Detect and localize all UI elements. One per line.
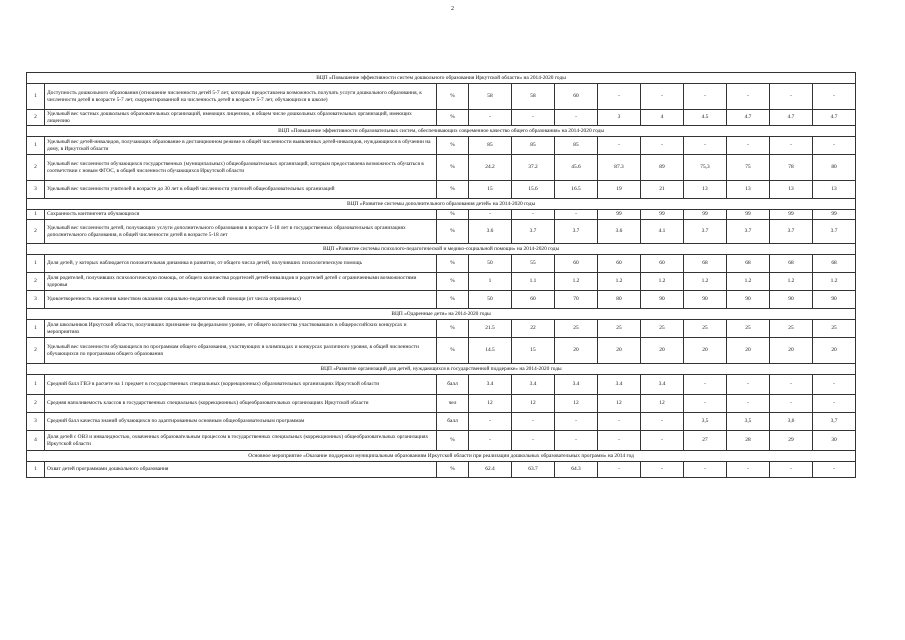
row-number: 1 bbox=[27, 210, 45, 220]
value-cell: - bbox=[555, 110, 598, 126]
value-cell: 60 bbox=[512, 291, 555, 309]
indicator-name: Доля школьников Иркутской области, получивших признание на федеральном уровне, от общего количества участвовавших в общероссийских конкурсах и мероприятиях bbox=[45, 320, 437, 338]
section-header-row bbox=[27, 309, 856, 320]
row-number: 4 bbox=[27, 431, 45, 451]
unit-cell: % bbox=[437, 84, 469, 110]
value-cell: - bbox=[641, 462, 684, 478]
value-cell: 25 bbox=[770, 320, 813, 338]
indicator-name: Удельный вес численности обучающихся государственных (муниципальных) общеобразовательных организаций, которым предоставлена возможность обучаться в соответствии с новым ФГОС, в общей численности обучающихся Иркутской области bbox=[45, 155, 437, 181]
value-cell: 45.6 bbox=[555, 155, 598, 181]
table-row bbox=[27, 375, 856, 395]
value-cell: 3,5 bbox=[727, 413, 770, 431]
value-cell: 99 bbox=[641, 210, 684, 220]
row-number: 2 bbox=[27, 395, 45, 413]
value-cell: 3.7 bbox=[684, 220, 727, 244]
value-cell: 90 bbox=[813, 291, 856, 309]
value-cell: - bbox=[727, 462, 770, 478]
value-cell: 12 bbox=[555, 395, 598, 413]
section-header-row bbox=[27, 364, 856, 375]
value-cell: 55 bbox=[512, 255, 555, 273]
value-cell: 25 bbox=[598, 320, 641, 338]
row-number: 1 bbox=[27, 84, 45, 110]
value-cell: 3 bbox=[598, 110, 641, 126]
value-cell: 1.2 bbox=[598, 273, 641, 291]
value-cell: 4.7 bbox=[813, 110, 856, 126]
value-cell: - bbox=[641, 84, 684, 110]
table-row bbox=[27, 220, 856, 244]
unit-cell: чел bbox=[437, 395, 469, 413]
table-row bbox=[27, 155, 856, 181]
indicator-name: Средний балл ГВЭ в расчете на 1 предмет в государственных специальных (коррекционных) образовательных организациях Иркутской области bbox=[45, 375, 437, 395]
section-header-row bbox=[27, 126, 856, 137]
unit-cell: % bbox=[437, 338, 469, 364]
value-cell: - bbox=[813, 462, 856, 478]
row-number: 3 bbox=[27, 291, 45, 309]
value-cell: 4.5 bbox=[684, 110, 727, 126]
indicator-name: Удельный вес частных дошкольных образовательных организаций, имеющих лицензию, в общем числе дошкольных образовательных организаций, имеющих лицензию bbox=[45, 110, 437, 126]
value-cell: 13 bbox=[684, 181, 727, 199]
value-cell: 13 bbox=[770, 181, 813, 199]
value-cell: 58 bbox=[512, 84, 555, 110]
value-cell: - bbox=[684, 395, 727, 413]
value-cell: 68 bbox=[813, 255, 856, 273]
unit-cell: % bbox=[437, 137, 469, 155]
value-cell: - bbox=[770, 462, 813, 478]
section-header-row bbox=[27, 73, 856, 84]
table-row bbox=[27, 255, 856, 273]
value-cell: 99 bbox=[684, 210, 727, 220]
value-cell: - bbox=[684, 462, 727, 478]
table-row bbox=[27, 462, 856, 478]
value-cell: 25 bbox=[684, 320, 727, 338]
value-cell: - bbox=[555, 431, 598, 451]
value-cell: 21 bbox=[641, 181, 684, 199]
unit-cell: % bbox=[437, 181, 469, 199]
indicator-name: Удельный вес детей-инвалидов, получающих образование в дистанционном режиме в общей численности выявленных детей-инвалидов, нуждающихся в обучении на дому, в Иркутской области bbox=[45, 137, 437, 155]
value-cell: 85 bbox=[469, 137, 512, 155]
value-cell: 3.7 bbox=[813, 220, 856, 244]
value-cell: 75 bbox=[727, 155, 770, 181]
value-cell: 99 bbox=[813, 210, 856, 220]
value-cell: - bbox=[770, 395, 813, 413]
value-cell: - bbox=[641, 431, 684, 451]
row-number: 1 bbox=[27, 320, 45, 338]
value-cell: 4 bbox=[641, 110, 684, 126]
value-cell: - bbox=[727, 137, 770, 155]
value-cell: 25 bbox=[641, 320, 684, 338]
row-number: 2 bbox=[27, 273, 45, 291]
value-cell: 12 bbox=[641, 395, 684, 413]
unit-cell: % bbox=[437, 210, 469, 220]
value-cell: 3,5 bbox=[684, 413, 727, 431]
indicator-name: Удельный вес численности детей, получающих услуги дополнительного образования в возрасте 5-18 лет в государственных образовательных организациях дополнительного образования, в общей численности детей в возрасте 5-18 лет bbox=[45, 220, 437, 244]
value-cell: 4.1 bbox=[641, 220, 684, 244]
value-cell: - bbox=[469, 431, 512, 451]
table-row bbox=[27, 413, 856, 431]
indicator-name: Сохранность контингента обучающихся bbox=[45, 210, 437, 220]
value-cell: 20 bbox=[641, 338, 684, 364]
value-cell: - bbox=[684, 375, 727, 395]
value-cell: 87.3 bbox=[598, 155, 641, 181]
value-cell: 3.6 bbox=[469, 220, 512, 244]
value-cell: 19 bbox=[598, 181, 641, 199]
value-cell: 15 bbox=[512, 338, 555, 364]
indicator-name: Доля детей, у которых наблюдается положительная динамика в развитии, от общего числа детей, получивших психологическую помощь bbox=[45, 255, 437, 273]
value-cell: 90 bbox=[770, 291, 813, 309]
indicator-name: Удовлетворенность населения качеством оказания социально-педагогической помощи (от числа опрошенных) bbox=[45, 291, 437, 309]
unit-cell: % bbox=[437, 462, 469, 478]
value-cell: - bbox=[641, 413, 684, 431]
value-cell: 20 bbox=[770, 338, 813, 364]
unit-cell: балл bbox=[437, 375, 469, 395]
value-cell: - bbox=[512, 210, 555, 220]
value-cell: 37.2 bbox=[512, 155, 555, 181]
table-row bbox=[27, 210, 856, 220]
value-cell: 62.4 bbox=[469, 462, 512, 478]
value-cell: 1.1 bbox=[512, 273, 555, 291]
value-cell: - bbox=[813, 84, 856, 110]
indicator-name: Охват детей программами дошкольного образования bbox=[45, 462, 437, 478]
value-cell: 3,6 bbox=[770, 413, 813, 431]
row-number: 2 bbox=[27, 110, 45, 126]
value-cell: 4.7 bbox=[770, 110, 813, 126]
value-cell: - bbox=[770, 375, 813, 395]
section-title: ВЦП «Повышение эффективности образовательных систем, обеспечивающих современное качество общего образования» на 2014-2020 годы bbox=[27, 126, 856, 137]
table-row bbox=[27, 137, 856, 155]
value-cell: 13 bbox=[813, 181, 856, 199]
value-cell: 25 bbox=[727, 320, 770, 338]
row-number: 3 bbox=[27, 413, 45, 431]
value-cell: 3.6 bbox=[598, 220, 641, 244]
value-cell: 25 bbox=[813, 320, 856, 338]
row-number: 1 bbox=[27, 462, 45, 478]
section-title: ВЦП «Развитие организаций для детей, нуждающихся в государственной поддержке» на 2014-2020 годы bbox=[27, 364, 856, 375]
value-cell: 80 bbox=[598, 291, 641, 309]
value-cell: 64.3 bbox=[555, 462, 598, 478]
value-cell: 70 bbox=[555, 291, 598, 309]
section-title: Основное мероприятие «Оказание поддержки муниципальным образованиям Иркутской области при реализации дошкольных образовательных программ» на 2014 год bbox=[27, 451, 856, 462]
value-cell: 90 bbox=[641, 291, 684, 309]
value-cell: 50 bbox=[469, 291, 512, 309]
value-cell: - bbox=[598, 431, 641, 451]
value-cell: 60 bbox=[555, 84, 598, 110]
value-cell: 60 bbox=[598, 255, 641, 273]
table-row bbox=[27, 338, 856, 364]
value-cell: 3.4 bbox=[512, 375, 555, 395]
value-cell: 68 bbox=[684, 255, 727, 273]
value-cell: 12 bbox=[512, 395, 555, 413]
section-header-row bbox=[27, 244, 856, 255]
value-cell: - bbox=[770, 84, 813, 110]
value-cell: 30 bbox=[813, 431, 856, 451]
section-header-row bbox=[27, 199, 856, 210]
row-number: 1 bbox=[27, 255, 45, 273]
row-number: 2 bbox=[27, 338, 45, 364]
value-cell: 3.7 bbox=[512, 220, 555, 244]
value-cell: 27 bbox=[684, 431, 727, 451]
value-cell: - bbox=[469, 110, 512, 126]
row-number: 2 bbox=[27, 155, 45, 181]
value-cell: 68 bbox=[770, 255, 813, 273]
value-cell: - bbox=[598, 413, 641, 431]
unit-cell: % bbox=[437, 255, 469, 273]
value-cell: 20 bbox=[598, 338, 641, 364]
value-cell: - bbox=[555, 413, 598, 431]
value-cell: - bbox=[727, 375, 770, 395]
unit-cell: балл bbox=[437, 413, 469, 431]
value-cell: 3.4 bbox=[641, 375, 684, 395]
value-cell: - bbox=[770, 137, 813, 155]
value-cell: 60 bbox=[555, 255, 598, 273]
value-cell: 1 bbox=[469, 273, 512, 291]
value-cell: 75,3 bbox=[684, 155, 727, 181]
indicator-name: Доля детей с ОВЗ и инвалидностью, охваченных образовательным процессом в государственных специальных (коррекционных) общеобразовательных организациях Иркутской области bbox=[45, 431, 437, 451]
unit-cell: % bbox=[437, 291, 469, 309]
indicator-name: Средний балл качества знаний обучающихся по адаптированным основным общеобразовательным программам bbox=[45, 413, 437, 431]
table-row bbox=[27, 110, 856, 126]
value-cell: - bbox=[469, 413, 512, 431]
value-cell: 12 bbox=[598, 395, 641, 413]
value-cell: - bbox=[684, 84, 727, 110]
value-cell: 1.2 bbox=[727, 273, 770, 291]
indicator-name: Средняя наполняемость классов в государственных специальных (коррекционных) общеобразовательных организациях Иркутской области bbox=[45, 395, 437, 413]
value-cell: 28 bbox=[727, 431, 770, 451]
unit-cell: % bbox=[437, 110, 469, 126]
unit-cell: % bbox=[437, 220, 469, 244]
value-cell: 22 bbox=[512, 320, 555, 338]
section-title: ВЦП «Развитие системы дополнительного образования детей» на 2014-2020 годы bbox=[27, 199, 856, 210]
value-cell: 68 bbox=[727, 255, 770, 273]
value-cell: 14.5 bbox=[469, 338, 512, 364]
value-cell: 89 bbox=[641, 155, 684, 181]
row-number: 1 bbox=[27, 375, 45, 395]
value-cell: 21.5 bbox=[469, 320, 512, 338]
value-cell: 85 bbox=[555, 137, 598, 155]
value-cell: 13 bbox=[727, 181, 770, 199]
value-cell: 20 bbox=[555, 338, 598, 364]
value-cell: 3.4 bbox=[469, 375, 512, 395]
value-cell: - bbox=[813, 395, 856, 413]
value-cell: 20 bbox=[684, 338, 727, 364]
value-cell: - bbox=[684, 137, 727, 155]
value-cell: 16.5 bbox=[555, 181, 598, 199]
value-cell: - bbox=[598, 137, 641, 155]
value-cell: 1.2 bbox=[641, 273, 684, 291]
value-cell: 12 bbox=[469, 395, 512, 413]
value-cell: 99 bbox=[598, 210, 641, 220]
section-title: ВЦП «Повышение эффективности систем дошкольного образования Иркутской области» на 2014-2020 годы bbox=[27, 73, 856, 84]
table-row bbox=[27, 273, 856, 291]
value-cell: 80 bbox=[813, 155, 856, 181]
table-row bbox=[27, 291, 856, 309]
value-cell: 90 bbox=[727, 291, 770, 309]
value-cell: 1.2 bbox=[684, 273, 727, 291]
value-cell: - bbox=[813, 137, 856, 155]
table-row bbox=[27, 431, 856, 451]
value-cell: - bbox=[512, 110, 555, 126]
indicator-name: Удельный вес численности обучающихся по программам общего образования, участвующих в олимпиадах и конкурсах различного уровня, в общей численности обучающихся по программам общего образования bbox=[45, 338, 437, 364]
value-cell: - bbox=[598, 84, 641, 110]
unit-cell: % bbox=[437, 273, 469, 291]
table-row bbox=[27, 395, 856, 413]
value-cell: 3.7 bbox=[555, 220, 598, 244]
value-cell: 3,7 bbox=[813, 413, 856, 431]
value-cell: - bbox=[727, 84, 770, 110]
value-cell: 58 bbox=[469, 84, 512, 110]
page-number: 2 bbox=[451, 6, 454, 12]
value-cell: - bbox=[555, 210, 598, 220]
value-cell: 63.7 bbox=[512, 462, 555, 478]
value-cell: 1.2 bbox=[770, 273, 813, 291]
section-title: ВЦП «Развитие системы психолого-педагогической и медико-социальной помощи» на 2014-2020 годы bbox=[27, 244, 856, 255]
value-cell: - bbox=[813, 375, 856, 395]
value-cell: - bbox=[512, 413, 555, 431]
value-cell: 90 bbox=[684, 291, 727, 309]
value-cell: 15.6 bbox=[512, 181, 555, 199]
value-cell: 3.4 bbox=[598, 375, 641, 395]
unit-cell: % bbox=[437, 155, 469, 181]
indicator-name: Доступность дошкольного образования (отношение численности детей 5-7 лет, которым предоставлена возможность получать услуги дошкольного образования, к численности детей в возрасте 5-7 лет, скорректированной на численность детей в возрасте 5-7 лет, обучающихся в школе) bbox=[45, 84, 437, 110]
value-cell: - bbox=[727, 395, 770, 413]
table-row bbox=[27, 84, 856, 110]
table-row bbox=[27, 181, 856, 199]
value-cell: 3.7 bbox=[727, 220, 770, 244]
section-title: ВЦП «Одаренные дети» на 2014-2020 годы bbox=[27, 309, 856, 320]
value-cell: 29 bbox=[770, 431, 813, 451]
value-cell: 99 bbox=[770, 210, 813, 220]
value-cell: 1.2 bbox=[555, 273, 598, 291]
value-cell: 99 bbox=[727, 210, 770, 220]
value-cell: 1.2 bbox=[813, 273, 856, 291]
indicators-table bbox=[26, 72, 856, 478]
section-header-row bbox=[27, 451, 856, 462]
row-number: 2 bbox=[27, 220, 45, 244]
value-cell: 78 bbox=[770, 155, 813, 181]
value-cell: 20 bbox=[727, 338, 770, 364]
value-cell: 60 bbox=[641, 255, 684, 273]
unit-cell: % bbox=[437, 320, 469, 338]
unit-cell: % bbox=[437, 431, 469, 451]
value-cell: 3.4 bbox=[555, 375, 598, 395]
value-cell: 15 bbox=[469, 181, 512, 199]
value-cell: 24.2 bbox=[469, 155, 512, 181]
indicator-name: Удельный вес численности учителей в возрасте до 30 лет в общей численности учителей общеобразовательных организаций bbox=[45, 181, 437, 199]
indicator-name: Доля родителей, получивших психологическую помощь, от общего количества родителей детей-инвалидов и родителей детей с ограниченными возможностями здоровья bbox=[45, 273, 437, 291]
row-number: 1 bbox=[27, 137, 45, 155]
value-cell: 50 bbox=[469, 255, 512, 273]
value-cell: - bbox=[598, 462, 641, 478]
value-cell: - bbox=[641, 137, 684, 155]
value-cell: - bbox=[512, 431, 555, 451]
value-cell: - bbox=[469, 210, 512, 220]
value-cell: 3.7 bbox=[770, 220, 813, 244]
value-cell: 85 bbox=[512, 137, 555, 155]
row-number: 3 bbox=[27, 181, 45, 199]
value-cell: 4.7 bbox=[727, 110, 770, 126]
value-cell: 25 bbox=[555, 320, 598, 338]
value-cell: 20 bbox=[813, 338, 856, 364]
table-row bbox=[27, 320, 856, 338]
